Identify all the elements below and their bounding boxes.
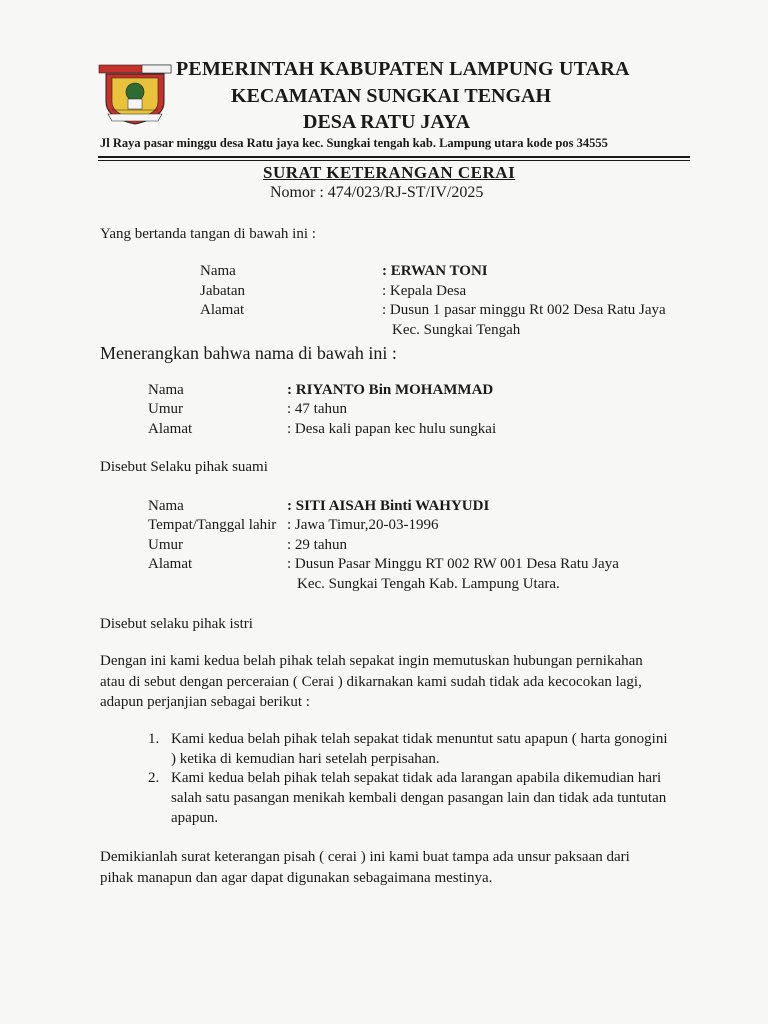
signer-alamat-label: Alamat <box>200 302 245 318</box>
letterhead-rule-thick <box>98 156 690 158</box>
body-line-3: adapun perjanjian sebagai berikut : <box>100 694 310 710</box>
suami-alamat-label: Alamat <box>148 421 193 437</box>
istri-alamat-value: : Dusun Pasar Minggu RT 002 RW 001 Desa Ratu Jaya <box>287 556 619 572</box>
list-item-2-line-3: apapun. <box>171 810 219 826</box>
body-line-2: atau di sebut dengan perceraian ( Cerai ) dikarnakan kami sudah tidak ada kecocokan lagi, <box>100 674 642 690</box>
suami-alamat-value: : Desa kali papan kec hulu sungkai <box>287 421 497 437</box>
signer-jabatan-label: Jabatan <box>200 283 245 299</box>
intro-text: Yang bertanda tangan di bawah ini : <box>100 226 316 242</box>
istri-caption: Disebut selaku pihak istri <box>100 616 253 632</box>
document-number: Nomor : 474/023/RJ-ST/IV/2025 <box>270 184 484 201</box>
istri-umur-label: Umur <box>148 537 183 553</box>
istri-ttl-label: Tempat/Tanggal lahir <box>148 517 277 533</box>
list-item-2-line-2: salah satu pasangan menikah kembali dengan pasangan lain dan tidak ada tuntutan <box>171 790 667 806</box>
list-item-1-line-2: ) ketika di kemudian hari setelah perpisahan. <box>171 751 440 767</box>
list-item-1-number: 1. <box>148 731 160 747</box>
istri-ttl-value: : Jawa Timur,20-03-1996 <box>287 517 439 533</box>
suami-caption: Disebut Selaku pihak suami <box>100 459 268 475</box>
letterhead-rule-thin <box>98 160 690 161</box>
signer-nama-value: : ERWAN TONI <box>382 263 488 279</box>
list-item-1-line-1: Kami kedua belah pihak telah sepakat tidak menuntut satu apapun ( harta gonogini <box>171 731 668 747</box>
suami-nama-label: Nama <box>148 382 184 398</box>
regency-emblem-logo <box>98 62 172 126</box>
signer-alamat-value-2: Kec. Sungkai Tengah <box>392 322 521 338</box>
istri-nama-value: : SITI AISAH Binti WAHYUDI <box>287 498 490 514</box>
closing-line-1: Demikianlah surat keterangan pisah ( cerai ) ini kami buat tampa ada unsur paksaan dari <box>100 849 630 865</box>
letterhead-line-2: KECAMATAN SUNGKAI TENGAH <box>231 85 552 107</box>
istri-alamat-label: Alamat <box>148 556 193 572</box>
document-title: SURAT KETERANGAN CERAI <box>263 163 516 182</box>
letterhead-line-3: DESA RATU JAYA <box>303 111 471 133</box>
menerangkan-text: Menerangkan bahwa nama di bawah ini : <box>100 343 397 363</box>
body-line-1: Dengan ini kami kedua belah pihak telah sepakat ingin memutuskan hubungan pernikahan <box>100 653 643 669</box>
closing-line-2: pihak manapun dan agar dapat digunakan sebagaimana mestinya. <box>100 870 493 886</box>
suami-umur-label: Umur <box>148 401 183 417</box>
list-item-2-line-1: Kami kedua belah pihak telah sepakat tidak ada larangan apabila dikemudian hari <box>171 770 662 786</box>
istri-umur-value: : 29 tahun <box>287 537 347 553</box>
suami-umur-value: : 47 tahun <box>287 401 347 417</box>
signer-nama-label: Nama <box>200 263 236 279</box>
signer-alamat-value: : Dusun 1 pasar minggu Rt 002 Desa Ratu Jaya <box>382 302 666 318</box>
istri-nama-label: Nama <box>148 498 184 514</box>
signer-jabatan-value: : Kepala Desa <box>382 283 467 299</box>
suami-nama-value: : RIYANTO Bin MOHAMMAD <box>287 382 494 398</box>
letterhead-address: Jl Raya pasar minggu desa Ratu jaya kec. Sungkai tengah kab. Lampung utara kode pos 34555 <box>100 136 608 150</box>
letterhead-line-1: PEMERINTAH KABUPATEN LAMPUNG UTARA <box>176 58 630 80</box>
list-item-2-number: 2. <box>148 770 160 786</box>
istri-alamat-value-2: Kec. Sungkai Tengah Kab. Lampung Utara. <box>297 576 560 592</box>
